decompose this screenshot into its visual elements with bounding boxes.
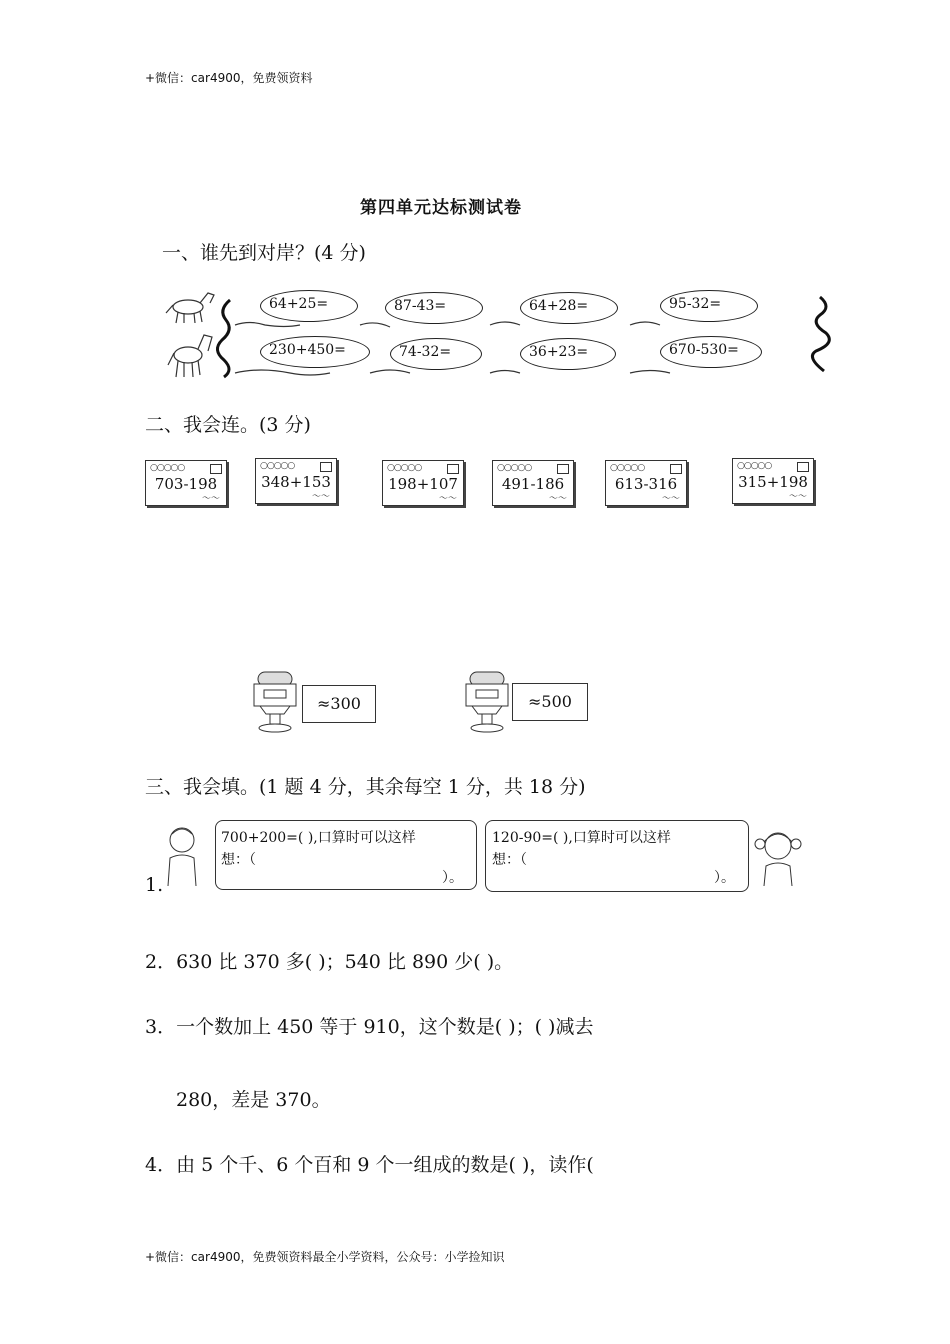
question-4: 4．由 5 个千、6 个百和 9 个一组成的数是( )，读作( bbox=[145, 1154, 594, 1176]
horse-icon bbox=[168, 335, 212, 377]
q1-number: 1. bbox=[145, 874, 164, 896]
envelope-card: ○○○○○ 613-316 ～～ bbox=[605, 460, 687, 506]
mailbox-icon bbox=[250, 668, 300, 734]
speech-bubble-right: 120-90=( ),口算时可以这样 想：（ ）。 bbox=[485, 820, 749, 892]
approx-target-2: ≈500 bbox=[512, 683, 588, 721]
header-note: +微信：car4900，免费领资料 bbox=[145, 71, 313, 85]
boy-icon bbox=[160, 822, 206, 888]
question-3-line1: 3．一个数加上 450 等于 910，这个数是( )；( )减去 bbox=[145, 1016, 594, 1038]
stone-bottom-4: 670-530= bbox=[660, 336, 762, 368]
approx-target-1: ≈300 bbox=[302, 685, 376, 723]
stone-bottom-3: 36+23= bbox=[520, 338, 616, 370]
page-title: 第四单元达标测试卷 bbox=[360, 198, 522, 218]
envelope-card: ○○○○○ 348+153 ～～ bbox=[255, 458, 337, 504]
pony-icon bbox=[166, 293, 214, 323]
stone-top-1: 64+25= bbox=[260, 290, 358, 322]
envelope-card: ○○○○○ 315+198 ～～ bbox=[732, 458, 814, 504]
girl-icon bbox=[752, 826, 806, 888]
question-3-line2: 280，差是 370。 bbox=[176, 1089, 331, 1111]
stone-bottom-1: 230+450= bbox=[260, 336, 370, 368]
envelope-card: ○○○○○ 491-186 ～～ bbox=[492, 460, 574, 506]
stone-bottom-2: 74-32= bbox=[390, 338, 482, 370]
stone-top-2: 87-43= bbox=[385, 292, 483, 324]
footer-note: +微信：car4900，免费领资料最全小学资料，公众号：小学捡知识 bbox=[145, 1250, 505, 1264]
question-2: 2．630 比 370 多( )；540 比 890 少( )。 bbox=[145, 951, 514, 973]
mailbox-icon bbox=[462, 668, 512, 734]
speech-bubble-left: 700+200=( ),口算时可以这样 想：（ ）。 bbox=[215, 820, 477, 890]
section3-heading: 三、我会填。(1 题 4 分，其余每空 1 分，共 18 分) bbox=[145, 776, 586, 798]
stone-top-3: 64+28= bbox=[520, 292, 618, 324]
stone-top-4: 95-32= bbox=[660, 290, 758, 322]
envelope-card: ○○○○○ 198+107 ～～ bbox=[382, 460, 464, 506]
envelope-card: ○○○○○ 703-198 ～～ bbox=[145, 460, 227, 506]
section1-heading: 一、谁先到对岸？(4 分) bbox=[162, 242, 366, 264]
section2-heading: 二、我会连。(3 分) bbox=[145, 414, 311, 436]
